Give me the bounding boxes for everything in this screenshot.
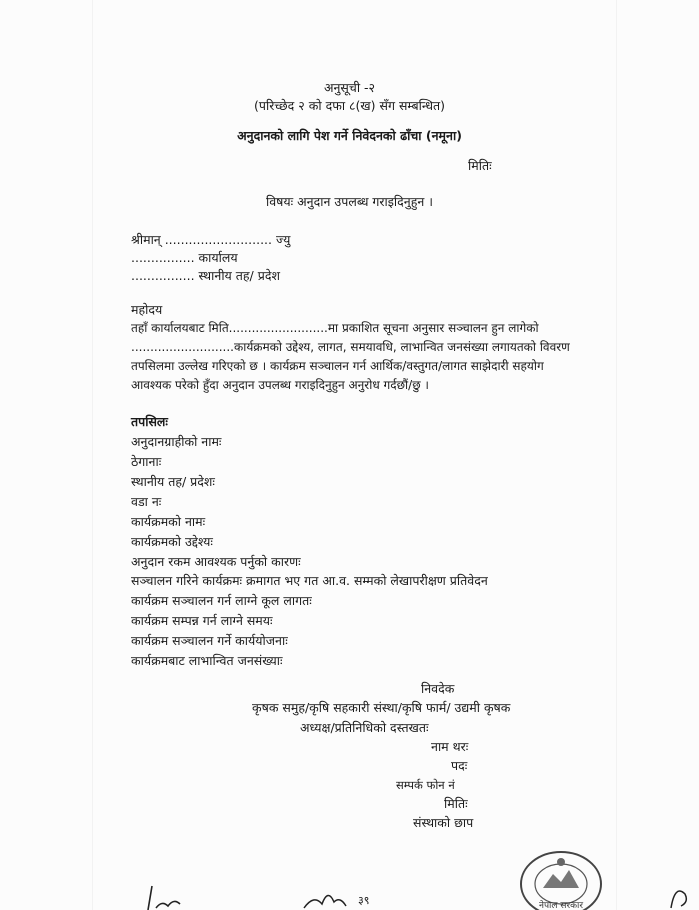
detail-item: कार्यक्रमको नामः (131, 514, 206, 529)
phone-label: सम्पर्क फोन नं (396, 778, 455, 792)
recipient-line: श्रीमान् ........................... ज्यु (131, 232, 291, 247)
annex-label: अनुसूची -२ (323, 80, 376, 95)
post-label: पदः (451, 758, 468, 773)
handwritten-signature (300, 882, 350, 910)
reference-line: (परिच्छेद २ को दफा ८(ख) सँग सम्बन्धित) (253, 98, 446, 113)
detail-item: कार्यक्रमबाट लाभान्वित जनसंख्याः (131, 653, 283, 668)
applicant-type: कृषक समुह/कृषि सहकारी संस्था/कृषि फार्म/ उद्यमी कृषक (252, 700, 511, 715)
name-label: नाम थरः (431, 739, 469, 754)
applicant-label: निवदेक (421, 681, 455, 696)
detail-item: अनुदान रकम आवश्यक पर्नुको कारणः (131, 554, 301, 569)
detail-item: कार्यक्रम सञ्चालन गर्ने कार्ययोजनाः (131, 633, 288, 648)
body-line: आवश्यक परेको हुँदा अनुदान उपलब्ध गराइदिनुहुन अनुरोध गर्दछौं/छु । (131, 378, 429, 392)
detail-item: स्थानीय तह/ प्रदेशः (131, 474, 215, 489)
sign-date-label: मितिः (444, 796, 468, 811)
body-line: ...........................कार्यक्रमको उद्देश्य, लागत, समयावधि, लाभान्वित जनसंख्या लगायतको विवरण (131, 340, 570, 354)
date-label: मितिः (468, 158, 492, 173)
detail-item: कार्यक्रम सञ्चालन गर्न लाग्ने कूल लागतः (131, 593, 312, 608)
detail-item: अनुदानग्राहीको नामः (131, 434, 222, 449)
detail-item: वडा नः (131, 494, 162, 509)
subject-line: विषयः अनुदान उपलब्ध गराइदिनुहुन । (265, 194, 434, 209)
stamp-label: संस्थाको छाप (413, 815, 474, 830)
government-seal (515, 840, 607, 910)
body-line: तपसिलमा उल्लेख गरिएको छ । कार्यक्रम सञ्चालन गर्न आर्थिक/वस्तुगत/लागत साझेदारी सहयोग (131, 359, 544, 373)
details-heading: तपसिलः (131, 414, 168, 429)
local-level-line: ................ स्थानीय तह/ प्रदेश (131, 268, 280, 283)
scan-margin-line (92, 0, 93, 910)
scan-margin-line (616, 0, 617, 910)
detail-item: कार्यक्रमको उद्देश्यः (131, 534, 213, 549)
detail-item: सञ्चालन गरिने कार्यक्रमः क्रमागत भए गत आ.व. सम्मको लेखापरीक्षण प्रतिवेदन (131, 573, 488, 588)
office-line: ................ कार्यालय (131, 250, 238, 265)
handwritten-mark (665, 880, 697, 910)
signatory-label: अध्यक्ष/प्रतिनिधिको दस्तखतः (300, 720, 429, 735)
salutation: महोदय (131, 302, 163, 317)
handwritten-initial (140, 880, 190, 910)
body-line: तहाँ कार्यालयबाट मिति..........................मा प्रकाशित सूचना अनुसार सञ्चालन हुन लागेको (131, 321, 539, 335)
detail-item: ठेगानाः (131, 454, 162, 469)
page-number: ३९ (358, 894, 370, 907)
seal-text: नेपाल सरकार (538, 901, 584, 910)
detail-item: कार्यक्रम सम्पन्न गर्न लाग्ने समयः (131, 613, 273, 628)
page-title: अनुदानको लागि पेश गर्ने निवेदनको ढाँचा (नमूना) (237, 128, 462, 143)
